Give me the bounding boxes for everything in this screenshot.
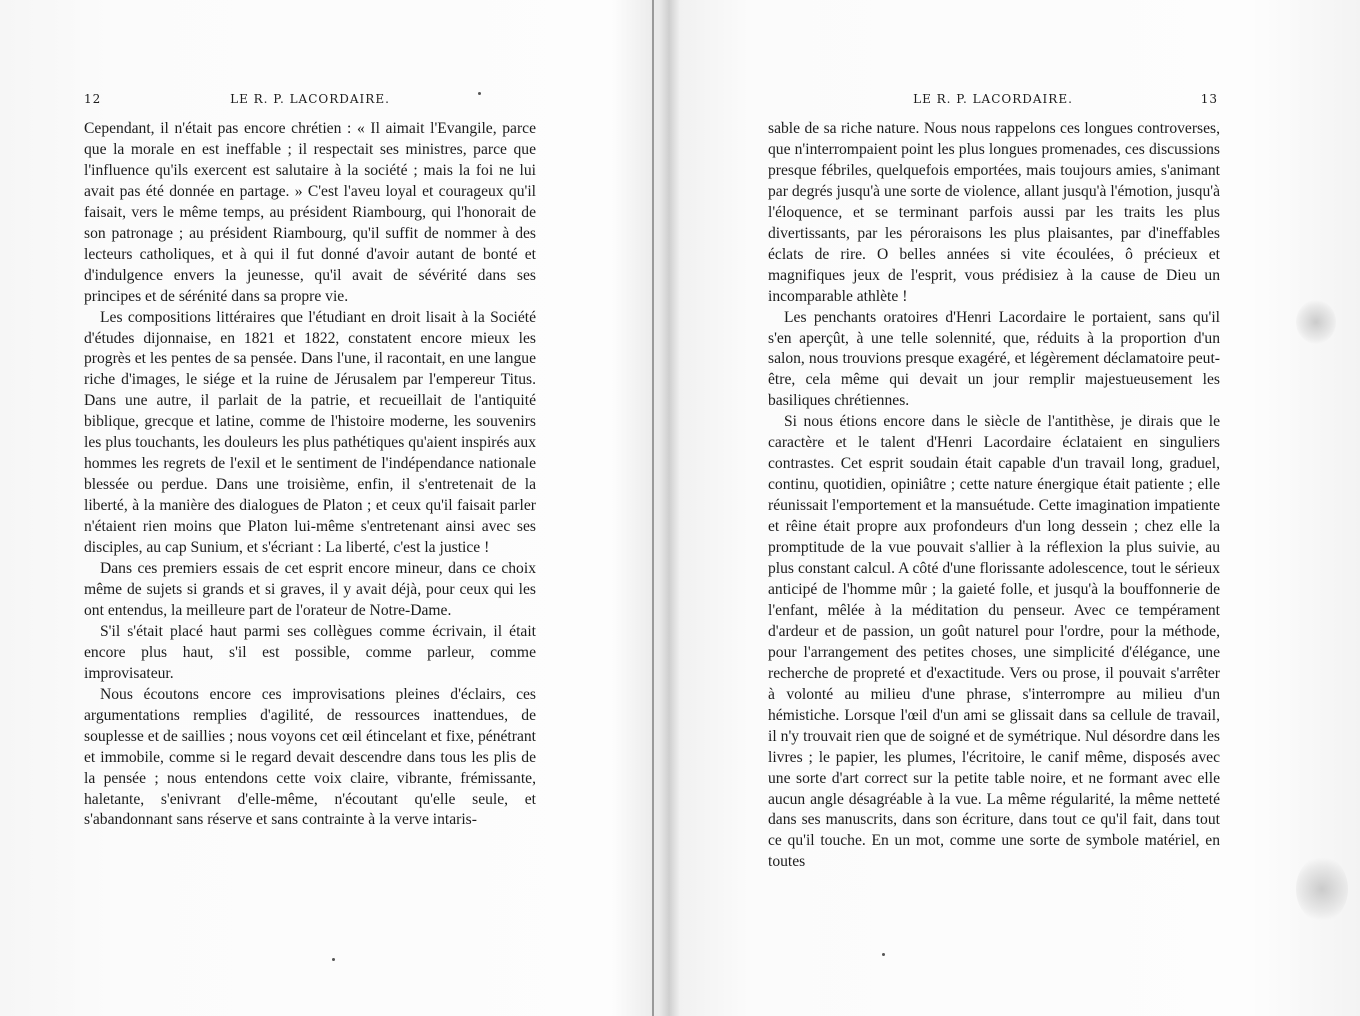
paper-stain [1296, 300, 1336, 344]
book-gutter [652, 0, 654, 1016]
paragraph: Les compositions littéraires que l'étudiant en droit lisait à la Société d'études dijonnaise, en 1821 et 1822, constatent encore mieux les progrès et les pentes de sa pensée. Dans l'une, il racontait, en une langue riche d'images, le siége et la ruine de Jérusalem par l'empereur Titus. Dans une autre, il parlait de la patrie, et recueillait de l'antiquité biblique, grecque et latine, comme de l'histoire moderne, les souvenirs les plus touchants, les douleurs les plus pathétiques qu'aient inspirés aux hommes les regrets de l'exil et le sentiment de l'indépendance nationale blessée ou perdue. Dans une troisième, enfin, il s'entretenait de la liberté, à la manière des dialogues de Platon ; et ceux qu'il faisait parler n'étaient rien moins que Platon lui-même s'entretenant ainsi avec ses disciples, au cap Sunium, et s'écriant : La liberté, c'est la justice ! [84, 308, 536, 557]
ink-speck [478, 92, 481, 95]
right-page-body [768, 119, 1220, 873]
paper-stain [1296, 856, 1348, 922]
right-page-number: 13 [1200, 92, 1218, 106]
paragraph: sable de sa riche nature. Nous nous rappelons ces longues controverses, que n'interrompaient point les plus longues promenades, ces discussions presque fébriles, quelquefois emportées, mais toujours amies, s'animant par degrés jusqu'à une sorte de violence, allant jusqu'à l'émotion, jusqu'à l'éloquence, et se terminant parfois aussi par les traits les plus divertissants, par les péroraisons les plus plaisantes, par d'ineffables éclats de rire. O belles années si vite écoulées, ô précieux et magnifiques jeux de l'esprit, vous prédisiez à la cause de Dieu un incomparable athlète ! [768, 120, 1220, 305]
left-page-body [84, 119, 536, 831]
left-page-number: 12 [84, 92, 102, 106]
paragraph: Si nous étions encore dans le siècle de l'antithèse, je dirais que le caractère et le talent d'Henri Lacordaire éclataient en singuliers contrastes. Cet esprit soudain était capable d'un travail long, graduel, continu, quotidien, opiniâtre ; cette nature énergique était patiente ; elle réunissait l'emportement et la mansuétude. Cette imagination impatiente et rêine était propre aux profondeurs d'un long dessein ; chez elle la promptitude de la vue pouvait s'allier à la réflexion la plus suivie, au plus constant calcul. A côté d'une florissante adolescence, tout le sérieux anticipé de l'homme mûr ; la gaieté folle, et jusqu'à la bouffonnerie de l'enfant, mêlée à la méditation du penseur. Avec ce tempérament d'ardeur et de passion, un goût naturel pour l'ordre, pour la méthode, pour l'arrangement des petites choses, une simplicité d'élégance, une recherche de propreté et d'exactitude. Vers ou prose, il pouvait s'arrêter à volonté au milieu d'une phrase, s'interrompre au milieu d'un hémistiche. Lorsque l'œil d'un ami se glissait dans sa cellule de travail, il n'y trouvait rien que de soigné et de symétrique. Nul désordre dans les livres ; le papier, les plumes, l'écritoire, le canif même, disposés avec une sorte d'art correct sur la petite table noire, et ne formant avec elle aucun angle désagréable à la vue. La même régularité, la même netteté dans ses manuscrits, dans son écriture, dans tout ce qu'il fait, dans tout ce qu'il touche. En un mot, comme une sorte de symbole matériel, en toutes [768, 413, 1220, 871]
paragraph: Dans ces premiers essais de cet esprit encore mineur, dans ce choix même de sujets si grands et si graves, il y avait déjà, pour ceux qui les ont entendus, la meilleure part de l'orateur de Notre-Dame. [84, 560, 536, 619]
left-page [0, 0, 650, 1016]
paragraph: Cependant, il n'était pas encore chrétien : « Il aimait l'Evangile, parce que la morale en est ineffable ; il respectait ses ministres, parce que l'influence qu'ils exercent est salutaire à la société ; mais la foi ne lui avait pas été donnée en partage. » C'est l'aveu loyal et courageux qu'il faisait, vers le même temps, au président Riambourg, qui l'honorait de son patronage ; au président Riambourg, qu'il suffit de nommer à des lecteurs catholiques, et à qui il fut donné d'avoir autant de bonté et d'indulgence envers la jeunesse, qu'il avait de sévérité dans ses principes et de sérénité dans sa propre vie. [84, 120, 536, 305]
left-running-head [84, 92, 536, 112]
left-running-title: LE R. P. LACORDAIRE. [230, 92, 390, 106]
ink-speck [882, 953, 885, 956]
ink-speck [332, 958, 335, 961]
right-running-title: LE R. P. LACORDAIRE. [913, 92, 1073, 106]
right-running-head [768, 92, 1218, 112]
right-page [656, 0, 1360, 1016]
paragraph: Les penchants oratoires d'Henri Lacordaire le portaient, sans qu'il s'en aperçût, à une telle solennité, que, réduits à la proportion d'un salon, nous trouvions presque exagéré, et légèrement déclamatoire peut-être, cela même qui devait un jour remplir majestueusement les basiliques chrétiennes. [768, 308, 1220, 410]
paragraph: S'il s'était placé haut parmi ses collègues comme écrivain, il était encore plus haut, s'il est possible, comme parleur, comme improvisateur. [84, 622, 536, 682]
paragraph: Nous écoutons encore ces improvisations pleines d'éclairs, ces argumentations remplies d'agilité, de ressources inattendues, de souplesse et de saillies ; nous voyons cet œil étincelant et fixe, pénétrant et immobile, comme si le regard devait descendre dans tous les plis de la pensée ; nous entendons cette voix claire, vibrante, frémissante, haletante, s'enivrant d'elle-même, n'écoutant qu'elle seule, et s'abandonnant sans réserve et sans contrainte à la verve intaris- [84, 685, 536, 829]
